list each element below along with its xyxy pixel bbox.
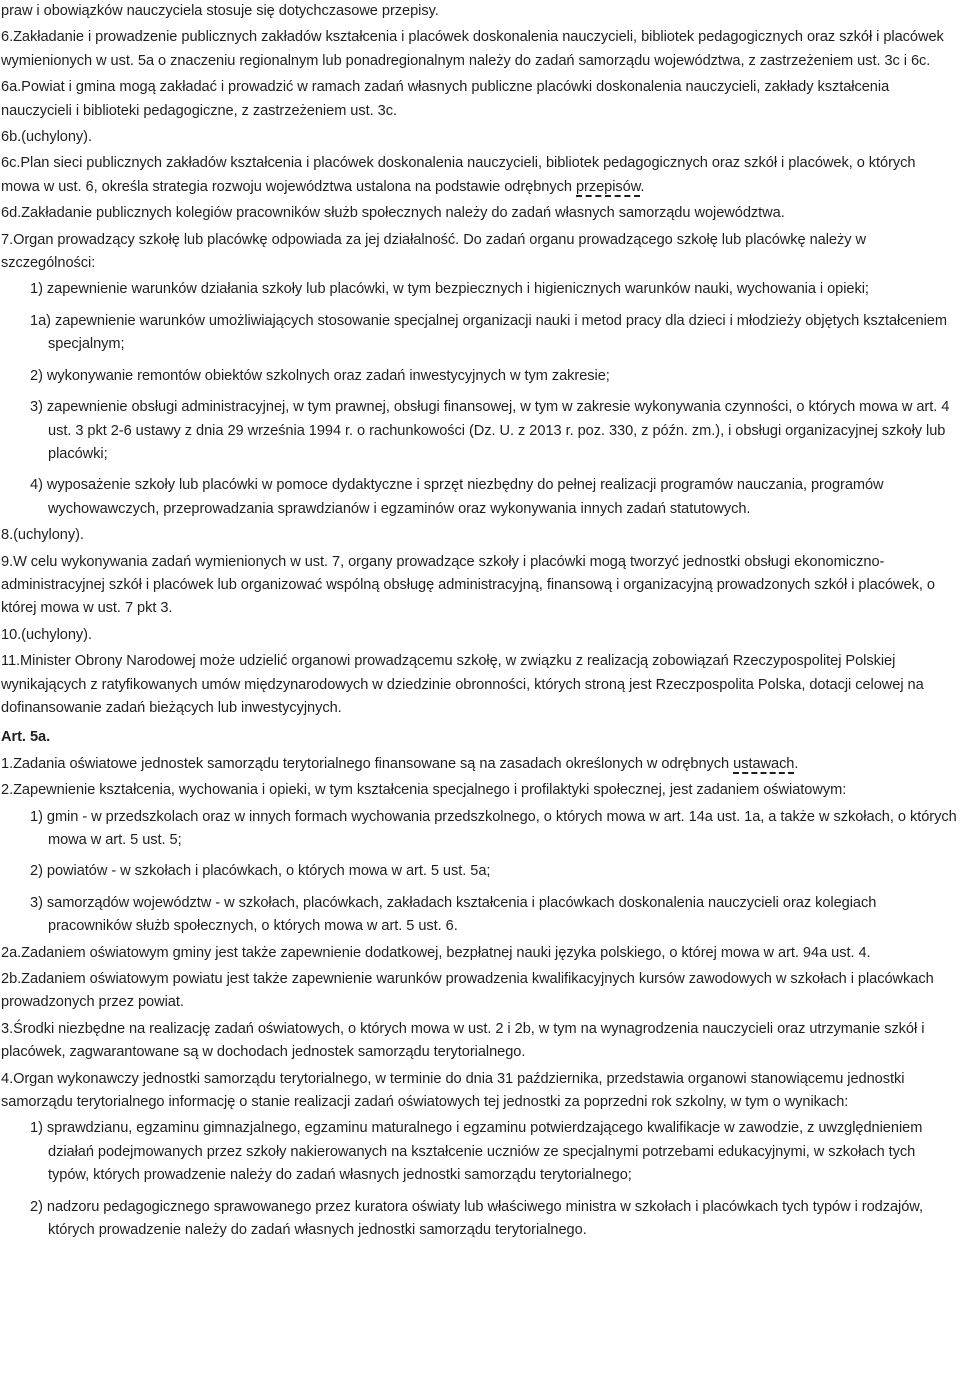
text-segment: 1.Zadania oświatowe jednostek samorządu terytorialnego finansowane są na zasadach określonych w odrębnych <box>1 755 734 772</box>
list-point <box>1 365 958 388</box>
text-segment: 1) gmin - w przedszkolach oraz w innych formach wychowania przedszkolnego, o których mowa w art. 14a ust. 1a, a także w szkołach, o których mowa w art. 5 ust. 5; <box>30 808 957 848</box>
paragraph <box>1 650 958 720</box>
paragraph <box>1 968 958 1015</box>
text-segment: . <box>794 755 799 772</box>
reference-link[interactable]: przepisów <box>575 178 641 195</box>
text-segment: 2a.Zadaniem oświatowym gminy jest także zapewnienie dodatkowej, bezpłatnej nauki języka polskiego, o której mowa w art. 94a ust. 4. <box>1 944 871 961</box>
paragraph <box>1 779 958 802</box>
paragraph <box>1 152 958 199</box>
text-segment: 11.Minister Obrony Narodowej może udzielić organowi prowadzącemu szkołę, w związku z realizacją zobowiązań Rzeczypospolitej Polskiej wynikających z ratyfikowanych umów międzynarodowych w dziedzinie obronności, których stroną jest Rzeczpospolita Polska, dotacji celowej na dofinansowanie zadań bieżących lub inwestycyjnych. <box>1 653 924 716</box>
text-segment: . <box>640 178 645 195</box>
paragraph <box>1 524 958 547</box>
list-point <box>1 396 958 466</box>
list-point <box>1 1117 958 1187</box>
paragraph <box>1 126 958 149</box>
text-segment: 2) powiatów - w szkołach i placówkach, o których mowa w art. 5 ust. 5a; <box>30 863 491 880</box>
text-segment: 6b.(uchylony). <box>1 129 92 146</box>
text-segment: 3) zapewnienie obsługi administracyjnej, w tym prawnej, obsługi finansowej, w tym w zakresie wykonywania czynności, o których mowa w art. 4 ust. 3 pkt 2-6 ustawy z dnia 29 września 1994 r. o rachunkowości (Dz. U. z 2013 r. poz. 330, z późn. zm.), i obsługi organizacyjnej szkoły lub placówki; <box>30 399 950 462</box>
text-segment: 9.W celu wykonywania zadań wymienionych w ust. 7, organy prowadzące szkoły i placówki mogą tworzyć jednostki obsługi ekonomiczno-administracyjnej szkół i placówek lub organizować wspólną obsługę administracyjną, finansową i organizacyjną prowadzonych szkół i placówek, o której mowa w ust. 7 pkt 3. <box>1 553 935 617</box>
paragraph <box>1 942 958 965</box>
text-segment: 10.(uchylony). <box>1 626 92 643</box>
paragraph <box>1 76 958 123</box>
paragraph <box>1 26 958 73</box>
list-point <box>1 860 958 883</box>
paragraph <box>1 624 958 647</box>
text-segment: 2) wykonywanie remontów obiektów szkolnych oraz zadań inwestycyjnych w tym zakresie; <box>30 367 610 384</box>
reference-link[interactable]: ustawach <box>733 755 795 772</box>
text-segment: 2b.Zadaniem oświatowym powiatu jest także zapewnienie warunków prowadzenia kwalifikacyjnych kursów zawodowych w szkołach i placówkach prowadzonych przez powiat. <box>1 971 934 1011</box>
text-segment: 3) samorządów województw - w szkołach, placówkach, zakładach kształcenia i placówkach doskonalenia nauczycieli oraz kolegiach pracowników służb społecznych, o których mowa w art. 5 ust. 6. <box>30 894 877 935</box>
paragraph <box>1 229 958 276</box>
paragraph <box>1 0 958 23</box>
text-segment: 7.Organ prowadzący szkołę lub placówkę odpowiada za jej działalność. Do zadań organu prowadzącego szkołę lub placówkę należy w szczególności: <box>1 231 866 272</box>
text-segment: Art. 5a. <box>1 729 51 746</box>
text-segment: 6c.Plan sieci publicznych zakładów kształcenia i placówek doskonalenia nauczycieli, bibliotek pedagogicznych oraz szkół i placówek, o których mowa w ust. 6, określa strategia rozwoju województwa ustalona na podstawie odrębnych <box>1 155 916 195</box>
list-point <box>1 806 958 853</box>
list-point <box>1 892 958 939</box>
paragraph <box>1 1018 958 1065</box>
text-segment: 4) wyposażenie szkoły lub placówki w pomoce dydaktyczne i sprzęt niezbędny do pełnej realizacji programów nauczania, programów wychowawczych, przeprowadzania sprawdzianów i egzaminów oraz wykonywania innych zadań statutowych. <box>30 477 884 517</box>
text-segment: 2) nadzoru pedagogicznego sprawowanego przez kuratora oświaty lub właściwego ministra w szkołach i placówkach tych typów i rodzajów, których prowadzenie należy do zadań własnych jednostki samorządu terytorialnego. <box>30 1198 923 1239</box>
list-point <box>1 278 958 301</box>
text-segment: 2.Zapewnienie kształcenia, wychowania i opieki, w tym kształcenia specjalnego i profilaktyki społecznej, jest zadaniem oświatowym: <box>1 782 847 799</box>
text-segment: 4.Organ wykonawczy jednostki samorządu terytorialnego, w terminie do dnia 31 października, przedstawia organowi stanowiącemu jednostki samorządu terytorialnego informację o stanie realizacji zadań oświatowych tej jednostki za poprzedni rok szkolny, w tym o wynikach: <box>1 1070 905 1111</box>
text-segment: praw i obowiązków nauczyciela stosuje się dotychczasowe przepisy. <box>1 3 439 19</box>
paragraph <box>1 753 958 776</box>
text-segment: 1a) zapewnienie warunków umożliwiających stosowanie specjalnej organizacji nauki i metod pracy dla dzieci i młodzieży objętych kształceniem specjalnym; <box>30 312 947 353</box>
list-point <box>1 310 958 357</box>
text-segment: 8.(uchylony). <box>1 527 84 544</box>
list-point <box>1 474 958 521</box>
text-segment: 6d.Zakładanie publicznych kolegiów pracowników służb społecznych należy do zadań własnych samorządu województwa. <box>1 205 785 222</box>
paragraph <box>1 202 958 225</box>
text-segment: 6a.Powiat i gmina mogą zakładać i prowadzić w ramach zadań własnych publiczne placówki doskonalenia nauczycieli, zakłady kształcenia nauczycieli i biblioteki pedagogiczne, z zastrzeżeniem ust. 3c. <box>1 79 890 119</box>
text-segment: 3.Środki niezbędne na realizację zadań oświatowych, o których mowa w ust. 2 i 2b, w tym na wynagrodzenia nauczycieli oraz utrzymanie szkół i placówek, zagwarantowane są w dochodach jednostek samorządu terytorialnego. <box>1 1020 925 1061</box>
text-segment: 1) zapewnienie warunków działania szkoły lub placówki, w tym bezpiecznych i higienicznych warunków nauki, wychowania i opieki; <box>30 281 869 298</box>
article-heading <box>1 726 958 749</box>
list-point <box>1 1196 958 1243</box>
paragraph <box>1 551 958 621</box>
paragraph <box>1 1068 958 1115</box>
text-segment: 6.Zakładanie i prowadzenie publicznych zakładów kształcenia i placówek doskonalenia nauczycieli, bibliotek pedagogicznych oraz szkół i placówek wymienionych w ust. 5a o znaczeniu regionalnym lub ponadregionalnym należy do zadań samorządu województwa, z zastrzeżeniem ust. 3c i 6c. <box>1 29 944 69</box>
text-segment: 1) sprawdzianu, egzaminu gimnazjalnego, egzaminu maturalnego i egzaminu potwierdzającego kwalifikacje w zawodzie, z uwzględnieniem działań podejmowanych przez szkoły nakierowanych na kształcenie uczniów ze specjalnymi potrzebami edukacyjnymi, w szkołach tych typów, których prowadzenie należy do zadań własnych jednostki samorządu terytorialnego; <box>30 1120 923 1184</box>
